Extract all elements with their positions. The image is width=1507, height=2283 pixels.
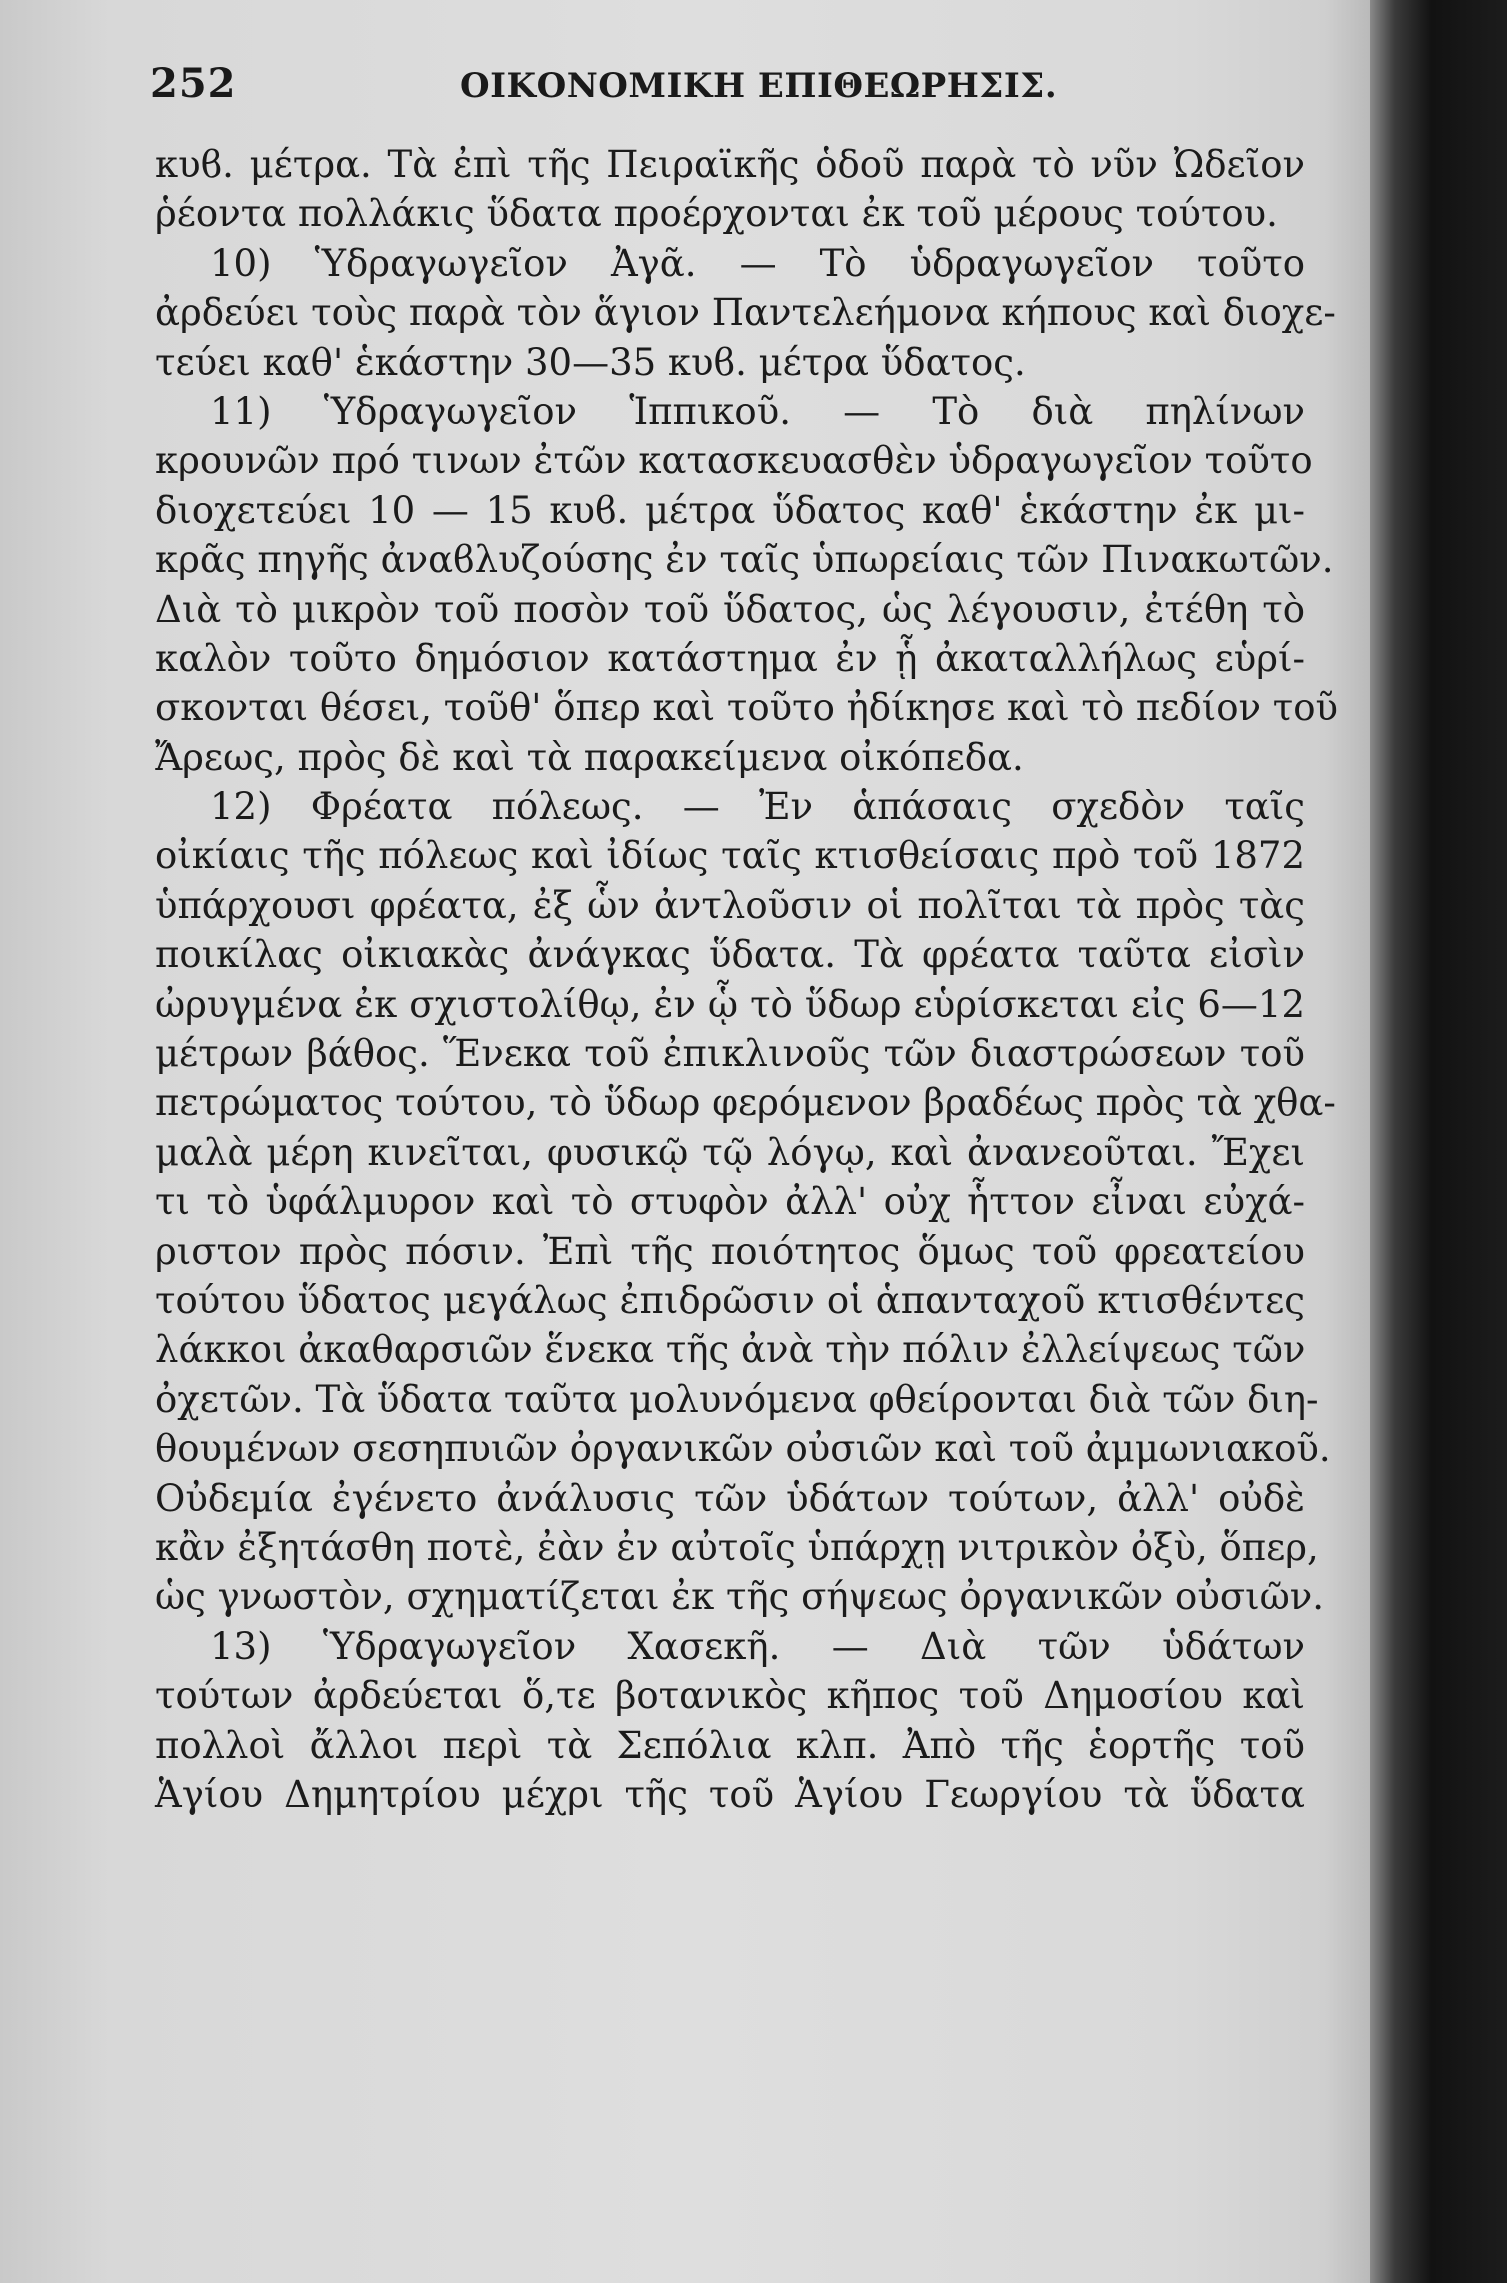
page-header xyxy=(150,60,1310,120)
text-line: 12) Φρέατα πόλεως. — Ἐν ἁπάσαις σχεδὸν ταῖς xyxy=(210,785,1305,829)
text-line: μέτρων βάθος. Ἕνεκα τοῦ ἐπικλινοῦς τῶν διαστρώσεων τοῦ xyxy=(155,1032,1305,1076)
text-line: διοχετεύει 10 — 15 κυϐ. μέτρα ὕδατος καθ' ἑκάστην ἐκ μι- xyxy=(155,488,1305,532)
book-gutter xyxy=(1370,0,1507,2283)
text-line: πετρώματος τούτου, τὸ ὕδωρ φερόμενον βραδέως πρὸς τὰ χθα- xyxy=(155,1081,1336,1125)
text-line: κἂν ἐξητάσθη ποτὲ, ἐὰν ἐν αὐτοῖς ὑπάρχῃ νιτρικὸν ὀξὺ, ὅπερ, xyxy=(155,1525,1319,1569)
text-line: κυϐ. μέτρα. Τὰ ἐπὶ τῆς Πειραϊκῆς ὁδοῦ παρὰ τὸ νῦν Ὠδεῖον xyxy=(155,143,1305,186)
text-line: ῥέοντα πολλάκις ὕδατα προέρχονται ἐκ τοῦ μέρους τούτου. xyxy=(155,192,1278,236)
text-line: ὠρυγμένα ἐκ σχιστολίθῳ, ἐν ᾧ τὸ ὕδωρ εὑρίσκεται εἰς 6—12 xyxy=(155,982,1305,1026)
text-line: κρουνῶν πρό τινων ἐτῶν κατασκευασθὲν ὑδραγωγεῖον τοῦτο xyxy=(155,439,1313,483)
text-line: ὑπάρχουσι φρέατα, ἐξ ὧν ἀντλοῦσιν οἱ πολῖται τὰ πρὸς τὰς xyxy=(155,883,1305,927)
text-line: 11) Ὑδραγωγεῖον Ἱππικοῦ. — Τὸ διὰ πηλίνων xyxy=(210,389,1305,433)
text-line: τούτου ὕδατος μεγάλως ἐπιδρῶσιν οἱ ἁπανταχοῦ κτισθέντες xyxy=(155,1278,1305,1322)
text-line: κρᾶς πηγῆς ἀναϐλυζούσης ἐν ταῖς ὑπωρείαις τῶν Πινακωτῶν. xyxy=(155,538,1334,582)
text-line: 10) Ὑδραγωγεῖον Ἀγᾶ. — Τὸ ὑδραγωγεῖον τοῦτο xyxy=(210,241,1305,285)
text-line: ριστον πρὸς πόσιν. Ἐπὶ τῆς ποιότητος ὅμως τοῦ φρεατείου xyxy=(155,1229,1305,1273)
text-line: θουμένων σεσηπυιῶν ὀργανικῶν οὐσιῶν καὶ τοῦ ἀμμωνιακοῦ. xyxy=(155,1427,1331,1471)
text-line: Ἄρεως, πρὸς δὲ καὶ τὰ παρακείμενα οἰκόπεδα. xyxy=(155,735,1024,779)
text-line: Οὐδεμία ἐγένετο ἀνάλυσις τῶν ὑδάτων τούτων, ἀλλ' οὐδὲ xyxy=(155,1476,1305,1520)
text-line: ὡς γνωστὸν, σχηματίζεται ἐκ τῆς σήψεως ὀργανικῶν οὐσιῶν. xyxy=(155,1575,1325,1619)
text-line: τούτων ἀρδεύεται ὅ,τε βοτανικὸς κῆπος τοῦ Δημοσίου καὶ xyxy=(155,1674,1305,1718)
text-line: λάκκοι ἀκαθαρσιῶν ἕνεκα τῆς ἀνὰ τὴν πόλιν ἐλλείψεως τῶν xyxy=(155,1328,1306,1372)
text-line: Ἁγίου Δημητρίου μέχρι τῆς τοῦ Ἁγίου Γεωργίου τὰ ὕδατα xyxy=(155,1772,1305,1816)
text-line: τι τὸ ὑφάλμυρον καὶ τὸ στυφὸν ἀλλ' οὐχ ἧττον εἶναι εὐχά- xyxy=(155,1180,1305,1224)
text-line: Διὰ τὸ μικρὸν τοῦ ποσὸν τοῦ ὕδατος, ὡς λέγουσιν, ἐτέθη τὸ xyxy=(155,587,1305,631)
text-line: ὀχετῶν. Τὰ ὕδατα ταῦτα μολυνόμενα φθείρονται διὰ τῶν διη- xyxy=(155,1377,1319,1421)
text-line: οἰκίαις τῆς πόλεως καὶ ἰδίως ταῖς κτισθείσαις πρὸ τοῦ 1872 xyxy=(155,834,1305,878)
text-line: τεύει καθ' ἑκάστην 30—35 κυϐ. μέτρα ὕδατος. xyxy=(155,340,1026,384)
text-line: πολλοὶ ἄλλοι περὶ τὰ Σεπόλια κλπ. Ἀπὸ τῆς ἑορτῆς τοῦ xyxy=(155,1723,1305,1767)
page-number: 252 xyxy=(150,60,237,107)
body-text xyxy=(155,140,1338,1819)
text-line: ἀρδεύει τοὺς παρὰ τὸν ἅγιον Παντελεήμονα κήπους καὶ διοχε- xyxy=(155,291,1336,335)
text-line: ποικίλας οἰκιακὰς ἀνάγκας ὕδατα. Τὰ φρέατα ταῦτα εἰσὶν xyxy=(155,933,1305,977)
text-line: σκονται θέσει, τοῦθ' ὅπερ καὶ τοῦτο ἠδίκησε καὶ τὸ πεδίον τοῦ xyxy=(155,686,1338,730)
running-title: ΟΙΚΟΝΟΜΙΚΗ ΕΠΙΘΕΩΡΗΣΙΣ. xyxy=(460,66,1058,106)
text-line: μαλὰ μέρη κινεῖται, φυσικῷ τῷ λόγῳ, καὶ ἀνανεοῦται. Ἔχει xyxy=(155,1130,1305,1174)
text-line: 13) Ὑδραγωγεῖον Χασεκῆ. — Διὰ τῶν ὑδάτων xyxy=(210,1624,1305,1668)
text-line: καλὸν τοῦτο δημόσιον κατάστημα ἐν ᾗ ἀκαταλλήλως εὑρί- xyxy=(155,636,1305,680)
